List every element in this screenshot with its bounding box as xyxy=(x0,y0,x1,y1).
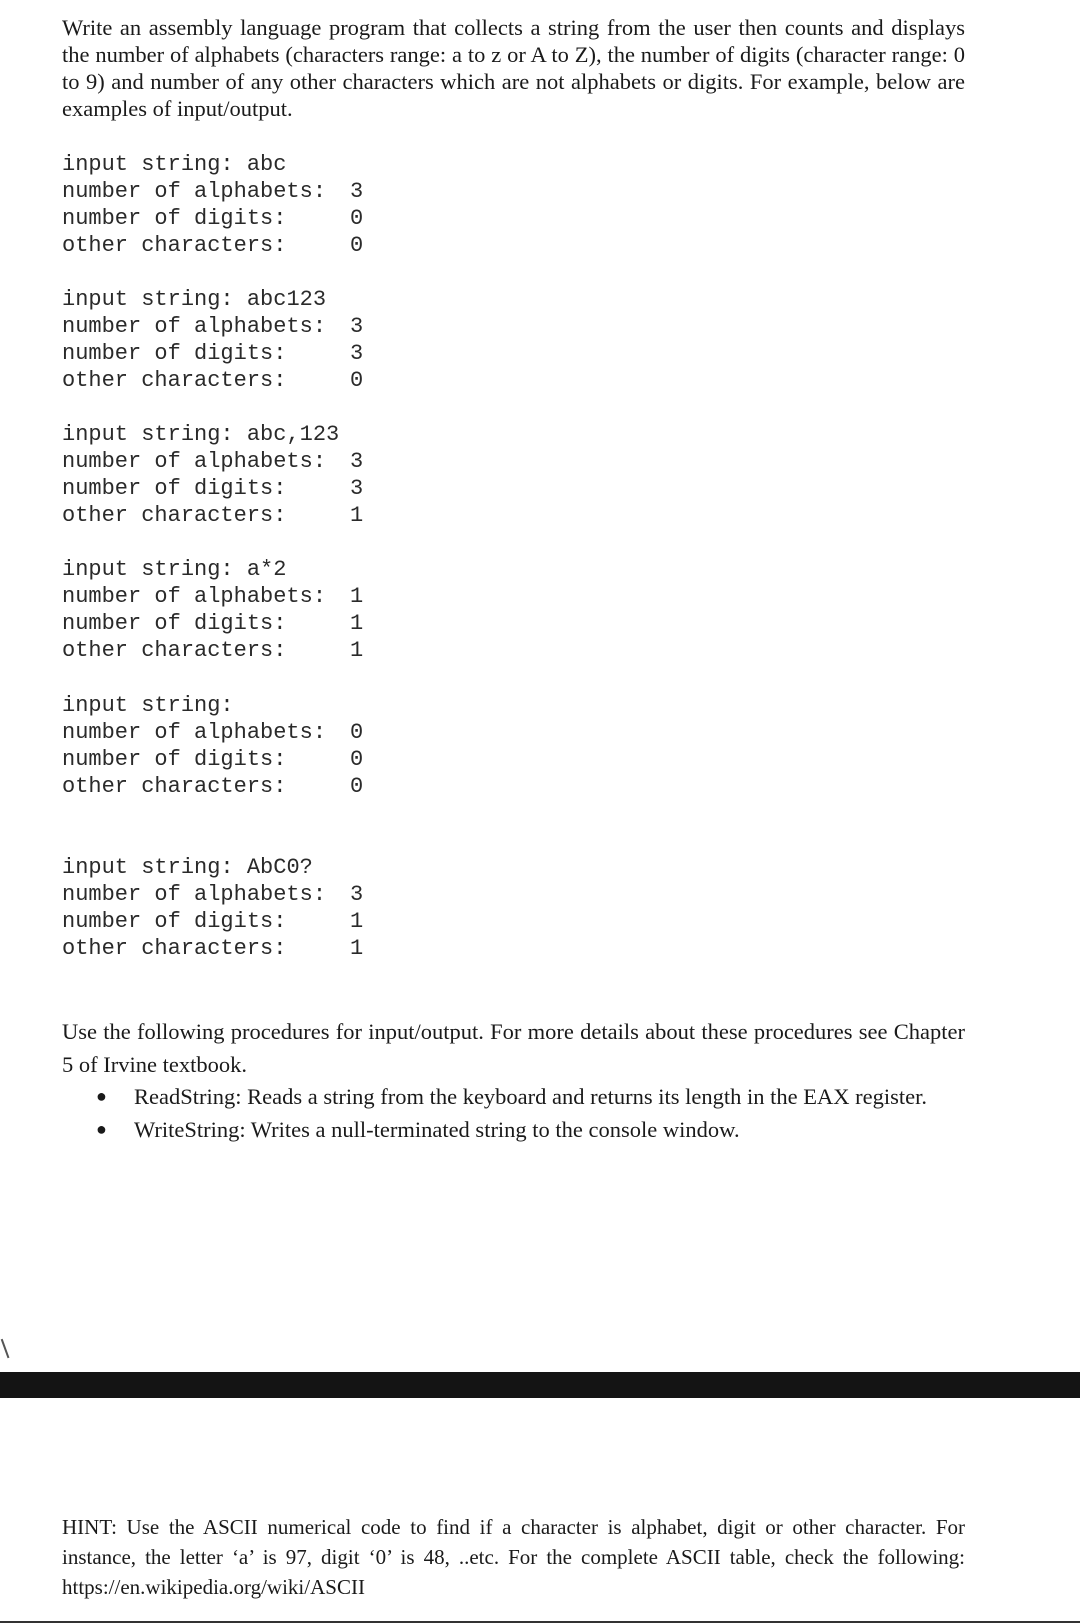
alphabets-value: 3 xyxy=(350,179,364,204)
alphabets-label: number of alphabets: xyxy=(62,449,327,474)
digits-label: number of digits: xyxy=(62,909,287,934)
alphabets-value: 3 xyxy=(350,449,364,474)
example-block-4 xyxy=(62,556,363,664)
alphabets-line xyxy=(62,448,363,475)
alphabets-line xyxy=(62,178,363,205)
other-line xyxy=(62,637,363,664)
other-line xyxy=(62,502,363,529)
other-value: 1 xyxy=(350,503,364,528)
other-value: 0 xyxy=(350,368,364,393)
example-block-5 xyxy=(62,692,363,800)
other-line xyxy=(62,773,363,800)
digits-line xyxy=(62,340,363,367)
bottom-divider xyxy=(0,1621,1080,1623)
digits-value: 0 xyxy=(350,747,364,772)
digits-label: number of digits: xyxy=(62,611,287,636)
digits-line xyxy=(62,908,363,935)
input-label: input string: xyxy=(62,855,247,880)
input-line xyxy=(62,854,363,881)
digits-line xyxy=(62,205,363,232)
input-value: abc123 xyxy=(246,287,327,312)
other-value: 1 xyxy=(350,936,364,961)
example-block-6 xyxy=(62,854,363,962)
other-label: other characters: xyxy=(62,774,287,799)
input-label: input string: xyxy=(62,152,247,177)
alphabets-line xyxy=(62,719,363,746)
hint-paragraph: HINT: Use the ASCII numerical code to find if a character is alphabet, digit or other character. For instance, the letter ‘a’ is 97, digit ‘0’ is 48, ..etc. For the complete ASCII table, check the following: https://en.wikipedia.org/wiki/ASCII xyxy=(62,1515,965,1599)
input-line xyxy=(62,421,363,448)
assignment-intro: Write an assembly language program that collects a string from the user then counts and displays the number of alphabets (characters range: a to z or A to Z), the number of digits (character range: 0 to 9) and number of any other characters which are not alphabets or digits. For example, below are examples of input/output. xyxy=(62,15,965,121)
input-label: input string: xyxy=(62,557,247,582)
bullet-icon: ● xyxy=(96,1086,107,1106)
alphabets-value: 0 xyxy=(350,720,364,745)
alphabets-value: 3 xyxy=(350,314,364,339)
digits-value: 3 xyxy=(350,476,364,501)
input-line xyxy=(62,286,363,313)
digits-value: 0 xyxy=(350,206,364,231)
other-label: other characters: xyxy=(62,368,287,393)
other-label: other characters: xyxy=(62,233,287,258)
procedure-writestring: WriteString: Writes a null-terminated string to the console window. xyxy=(134,1117,740,1142)
digits-value: 1 xyxy=(350,611,364,636)
procedure-readstring: ReadString: Reads a string from the keyboard and returns its length in the EAX register. xyxy=(134,1084,927,1109)
alphabets-label: number of alphabets: xyxy=(62,179,327,204)
input-value: AbC0? xyxy=(246,855,313,880)
example-block-2 xyxy=(62,286,363,394)
other-line xyxy=(62,935,363,962)
alphabets-line xyxy=(62,881,363,908)
other-label: other characters: xyxy=(62,503,287,528)
input-label: input string: xyxy=(62,287,247,312)
alphabets-label: number of alphabets: xyxy=(62,314,327,339)
other-value: 1 xyxy=(350,638,364,663)
example-block-1 xyxy=(62,151,363,259)
input-line xyxy=(62,692,363,719)
digits-line xyxy=(62,746,363,773)
bullet-icon: ● xyxy=(96,1119,107,1139)
digits-label: number of digits: xyxy=(62,476,287,501)
alphabets-value: 3 xyxy=(350,882,364,907)
digits-label: number of digits: xyxy=(62,206,287,231)
list-item xyxy=(96,1113,966,1146)
input-line xyxy=(62,556,363,583)
other-value: 0 xyxy=(350,774,364,799)
other-label: other characters: xyxy=(62,936,287,961)
other-value: 0 xyxy=(350,233,364,258)
digits-line xyxy=(62,475,363,502)
digits-label: number of digits: xyxy=(62,747,287,772)
alphabets-line xyxy=(62,583,363,610)
digits-value: 1 xyxy=(350,909,364,934)
alphabets-label: number of alphabets: xyxy=(62,720,327,745)
page-separator-band xyxy=(0,1372,1080,1398)
other-label: other characters: xyxy=(62,638,287,663)
procedures-list xyxy=(96,1080,966,1146)
input-label: input string: xyxy=(62,422,247,447)
example-block-3 xyxy=(62,421,363,529)
alphabets-value: 1 xyxy=(350,584,364,609)
alphabets-label: number of alphabets: xyxy=(62,882,327,907)
other-line xyxy=(62,232,363,259)
list-item xyxy=(96,1080,966,1113)
digits-label: number of digits: xyxy=(62,341,287,366)
input-line xyxy=(62,151,363,178)
alphabets-line xyxy=(62,313,363,340)
input-value: abc xyxy=(246,152,287,177)
input-value: abc,123 xyxy=(246,422,340,447)
input-label: input string: xyxy=(62,693,234,718)
other-line xyxy=(62,367,363,394)
alphabets-label: number of alphabets: xyxy=(62,584,327,609)
procedures-intro: Use the following procedures for input/output. For more details about these procedures see Chapter 5 of Irvine textbook. xyxy=(62,1019,965,1077)
digits-line xyxy=(62,610,363,637)
digits-value: 3 xyxy=(350,341,364,366)
input-value: a*2 xyxy=(246,557,287,582)
